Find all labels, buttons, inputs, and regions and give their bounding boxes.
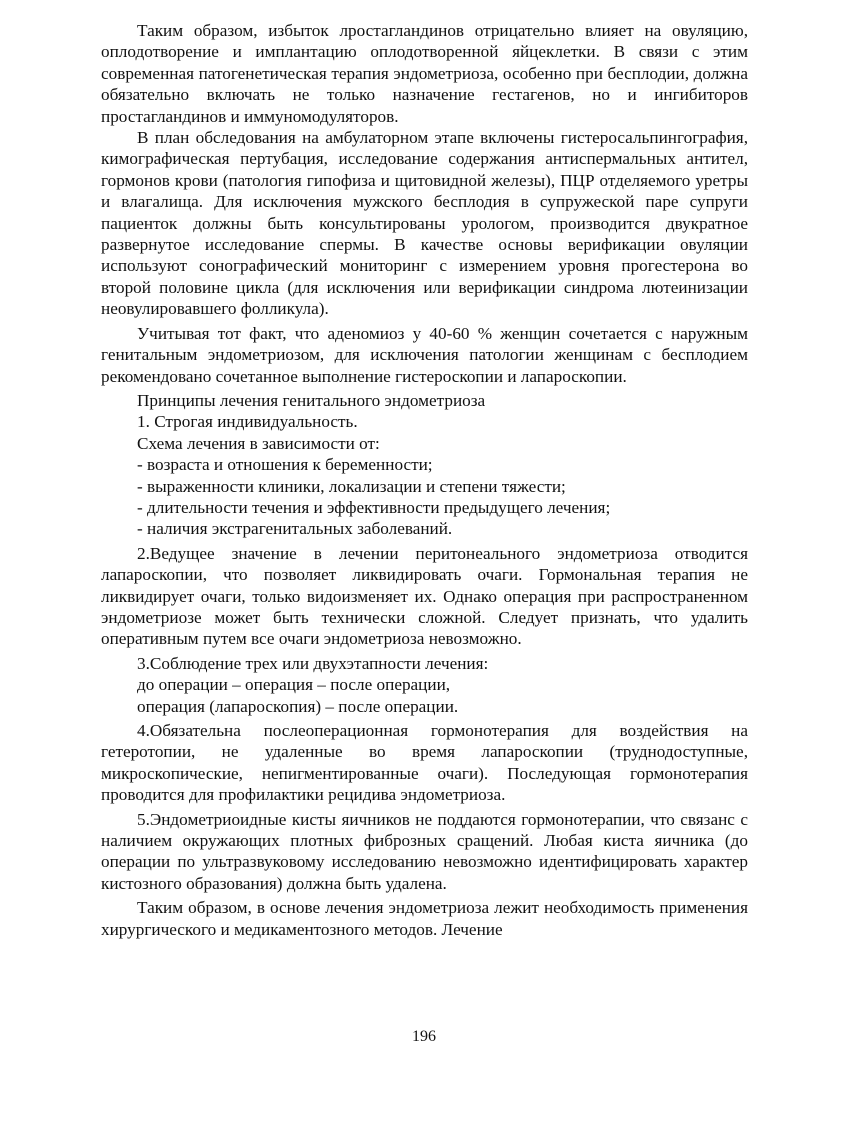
- document-page: [101, 20, 748, 940]
- paragraph-adenomyosis: Учитывая тот факт, что аденомиоз у 40-60 % женщин сочетается с наружным генитальным эндометриозом, для исключения патологии женщинам с бесплодием рекомендовано сочетанное выполнение гистероскопии и лапароскопии.: [101, 323, 748, 386]
- scheme-item-duration: - длительности течения и эффективности предыдущего лечения;: [137, 497, 611, 517]
- scheme-heading: Схема лечения в зависимости от:: [137, 433, 380, 453]
- principle-2: 2.Ведущее значение в лечении перитонеального эндометриоза отводится лапароскопии, что позволяет ликвидировать очаги. Гормональная терапия не ликвидирует очаги, только видоизменяет их. Однако операция при распространенном эндометриозе может быть технически сложной. Следует признать, что удалить оперативным путем все очаги эндометриоза невозможно.: [101, 543, 748, 649]
- stage-line-1: до операции – операция – после операции,: [137, 675, 451, 695]
- paragraph-examination-plan: В план обследования на амбулаторном этапе включены гистеросальпингография, кимографическая пертубация, исследование содержания антиспермальных антител, гормонов крови (патология гипофиза и щитовидной железы), ПЦР отделяемого уретры и влагалища. Для исключения мужского бесплодия в супружеской паре супруги пациенток должны быть консультированы урологом, производится двукратное развернутое исследование спермы. В качестве основы верификации овуляции используют сонографический мониторинг с измерением уровня прогестерона во второй половине цикла (для исключения или верификации синдрома лютеинизации неовулировавшего фолликула).: [101, 128, 748, 319]
- principles-heading: Принципы лечения генитального эндометриоза: [137, 390, 486, 410]
- stage-line-2: операция (лапароскопия) – после операции.: [137, 696, 459, 716]
- scheme-item-extragenital: - наличия экстрагенитальных заболеваний.: [137, 519, 453, 539]
- principle-5: 5.Эндометриоидные кисты яичников не поддаются гормонотерапии, что связанс с наличием окружающих плотных фиброзных сращений. Любая киста яичника (до операции по ультразвуковому исследованию невозможно идентифицировать характер кистозного образования) должна быть удалена.: [101, 809, 748, 893]
- scheme-item-clinic: - выраженности клиники, локализации и степени тяжести;: [137, 476, 566, 496]
- principle-4: 4.Обязательна послеоперационная гормонотерапия для воздействия на гетеротопии, не удаленные во время лапароскопии (труднодоступные, микроскопические, непигментированные очаги). Последующая гормонотерапия проводится для профилактики рецидива эндометриоза.: [101, 721, 748, 805]
- principle-1: 1. Строгая индивидуальность.: [137, 412, 358, 432]
- paragraph-prostaglandins: Таким образом, избыток лростагландинов отрицательно влияет на овуляцию, оплодотворение и имплантацию оплодотворенной яйцеклетки. В связи с этим современная патогенетическая терапия эндометриоза, особенно при бесплодии, должна обязательно включать не только назначение гестагенов, но и ингибиторов простагландинов и иммуномодуляторов.: [101, 21, 748, 126]
- scheme-item-age: - возраста и отношения к беременности;: [137, 455, 433, 475]
- paragraph-conclusion: Таким образом, в основе лечения эндометриоза лежит необходимость применения хирургического и медикаментозного методов. Лечение: [101, 898, 748, 939]
- page-number: 196: [412, 1028, 436, 1045]
- principle-3: 3.Соблюдение трех или двухэтапности лечения:: [137, 653, 489, 673]
